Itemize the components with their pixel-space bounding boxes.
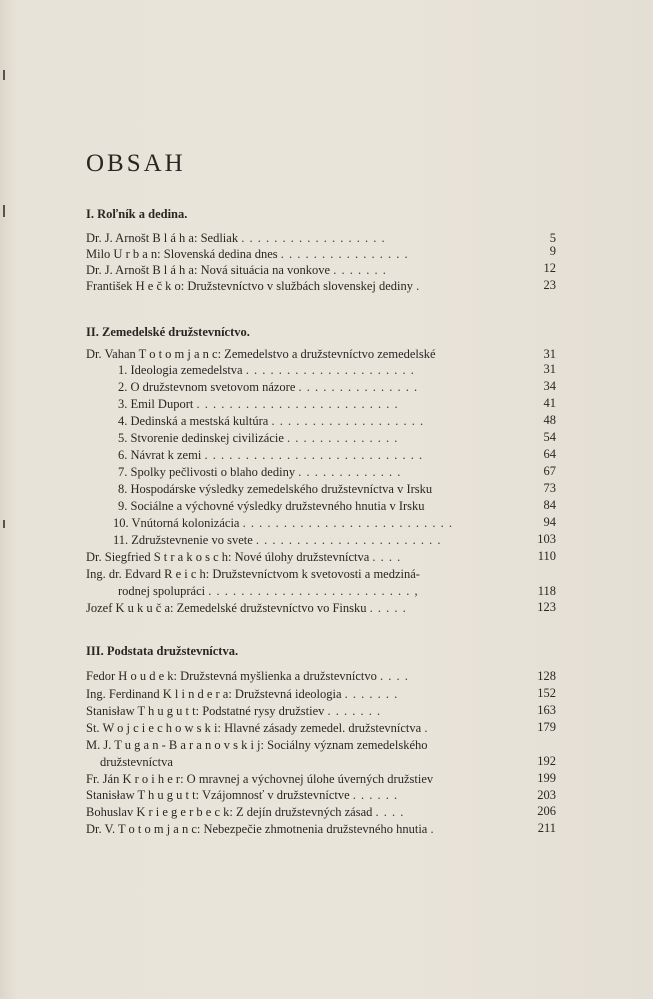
page-number: 118 [537,584,556,598]
page-number: 31 [543,347,556,361]
page-number: 94 [543,515,556,529]
toc-entry: Stanisław T h u g u t t: Podstatné rysy družstiev . . . . . . . [86,704,382,718]
page-number: 73 [543,481,556,495]
toc-entry-continuation: družstevníctva [100,755,173,769]
toc-subentry: 9. Sociálne a výchovné výsledky družstevného hnutia v Irsku [118,499,425,513]
page-number: 203 [537,788,556,802]
toc-subentry: 2. O družstevnom svetovom názore . . . . . . . . . . . . . . . [118,380,419,394]
toc-entry: Fr. Ján K r o i h e r: O mravnej a výchovnej úlohe úverných družstiev [86,772,434,786]
toc-entry: Dr. V. T o t o m j a n c: Nebezpečie zhmotnenia družstevného hnutia . [86,822,435,836]
page-number: 64 [543,447,556,461]
toc-subentry: 11. Združstevnenie vo svete . . . . . . . . . . . . . . . . . . . . . . . [113,533,442,547]
page-number: 12 [543,261,556,275]
page-number: 34 [543,379,556,393]
toc-entry: M. J. T u g a n - B a r a n o v s k i j: Sociálny význam zemedelského [86,738,428,752]
toc-entry: Dr. J. Arnošt B l á h a: Nová situácia na vonkove . . . . . . . [86,263,387,277]
page-number: 199 [537,771,556,785]
page-title: OBSAH [86,150,186,177]
toc-entry: Dr. Siegfried S t r a k o s c h: Nové úlohy družstevníctva . . . . [86,550,402,564]
page-number: 179 [537,720,556,734]
page-number: 41 [543,396,556,410]
page-number: 123 [537,600,556,614]
section-heading: I. Roľník a dedina. [86,207,188,221]
toc-subentry: 5. Stvorenie dedinskej civilizácie . . . . . . . . . . . . . . [118,431,399,445]
toc-entry: Milo U r b a n: Slovenská dedina dnes . . . . . . . . . . . . . . . . [86,247,409,261]
toc-entry: Ing. Ferdinand K l i n d e r a: Družstevná ideologia . . . . . . . [86,687,399,701]
page-number: 23 [543,278,556,292]
page-number: 5 [549,231,556,245]
page-number: 48 [543,413,556,427]
toc-entry: St. W o j c i e c h o w s k i: Hlavné zásady zemedel. družstevníctva . [86,721,429,735]
page-number: 9 [549,244,556,258]
page-number: 67 [543,464,556,478]
toc-entry: František H e č k o: Družstevníctvo v službách slovenskej dediny . [86,279,421,293]
page-number: 103 [537,532,556,546]
page-number: 31 [543,362,556,376]
toc-entry: Bohuslav K r i e g e r b e c k: Z dejín družstevných zásad . . . . [86,805,405,819]
page-edge-mark [3,520,5,528]
toc-entry: Dr. J. Arnošt B l á h a: Sedliak . . . . . . . . . . . . . . . . . . [86,231,386,245]
page-number: 84 [543,498,556,512]
toc-subentry: 10. Vnútorná kolonizácia . . . . . . . . . . . . . . . . . . . . . . . . . . [113,516,453,530]
page-number: 128 [537,669,556,683]
page-number: 163 [537,703,556,717]
page-number: 110 [537,549,556,563]
section-heading: II. Zemedelské družstevníctvo. [86,325,250,339]
toc-subentry: 6. Návrat k zemi . . . . . . . . . . . . . . . . . . . . . . . . . . . [118,448,424,462]
toc-subentry: 7. Spolky pečlivosti o blaho dediny . . . . . . . . . . . . . [118,465,402,479]
toc-subentry: 3. Emil Duport . . . . . . . . . . . . . . . . . . . . . . . . . [118,397,399,411]
toc-entry: Stanisław T h u g u t t: Vzájomnosť v družstevníctve . . . . . . [86,788,399,802]
page-number: 192 [537,754,556,768]
page-number: 206 [537,804,556,818]
toc-subentry: 4. Dedinská a mestská kultúra . . . . . . . . . . . . . . . . . . . [118,414,425,428]
toc-entry-continuation: rodnej spolupráci . . . . . . . . . . . . . . . . . . . . . . . . . , [118,584,419,598]
toc-subentry: 8. Hospodárske výsledky zemedelského družstevníctva v Irsku [118,482,433,496]
toc-entry: Jozef K u k u č a: Zemedelské družstevníctvo vo Finsku . . . . . [86,601,407,615]
page-number: 211 [537,821,556,835]
page-edge-mark [3,70,5,80]
page-number: 152 [537,686,556,700]
toc-entry: Dr. Vahan T o t o m j a n c: Zemedelstvo a družstevníctvo zemedelské [86,347,436,361]
page-edge-mark [3,205,5,217]
toc-subentry: 1. Ideologia zemedelstva . . . . . . . . . . . . . . . . . . . . . [118,363,415,377]
toc-entry: Ing. dr. Edvard R e i c h: Družstevníctvom k svetovosti a medziná- [86,567,420,581]
page-number: 54 [543,430,556,444]
section-heading: III. Podstata družstevníctva. [86,644,239,658]
toc-entry: Fedor H o u d e k: Družstevná myšlienka a družstevníctvo . . . . [86,669,409,683]
